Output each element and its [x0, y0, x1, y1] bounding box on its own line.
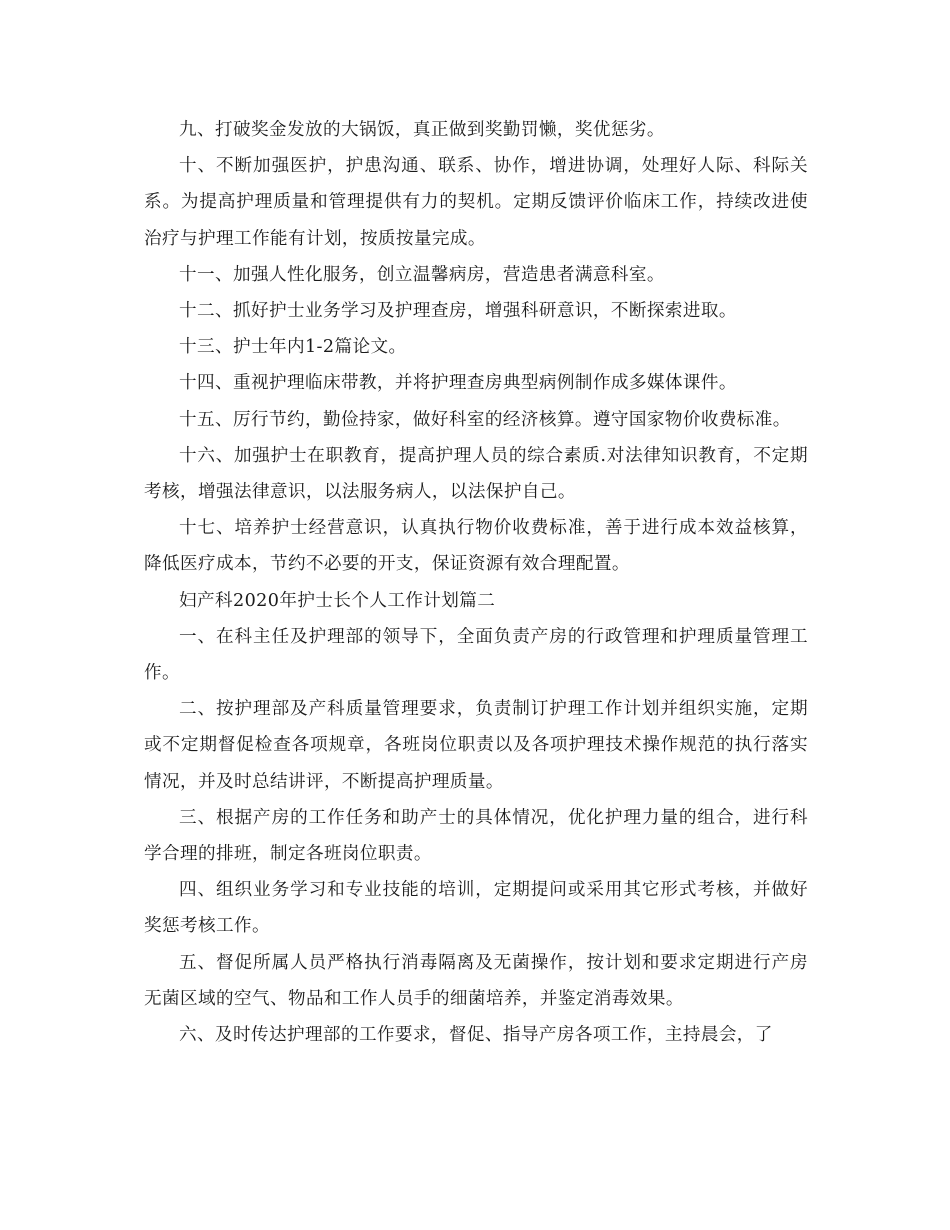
paragraph-11: 十一、加强人性化服务，创立温馨病房，营造患者满意科室。 — [179, 264, 665, 285]
document-body — [144, 112, 808, 1053]
section-heading: 妇产科2020年护士长个人工作计划篇二 — [179, 590, 496, 611]
paragraph-2: 二、按护理部及产科质量管理要求，负责制订护理工作计划并组织实施，定期或不定期督促检查各项规章，各班岗位职责以及各项护理技术操作规范的执行落实情况，并及时总结讲评，不断提高护理质量。 — [144, 699, 808, 792]
paragraph-9: 九、打破奖金发放的大锅饭，真正做到奖勤罚懒，奖优惩劣。 — [179, 120, 665, 140]
paragraph-15: 十五、厉行节约，勤俭持家，做好科室的经济核算。遵守国家物价收费标准。 — [179, 409, 791, 430]
paragraph-10: 十、不断加强医护，护患沟通、联系、协作，增进协调，处理好人际、科际关系。为提高护理质量和管理提供有力的契机。定期反馈评价临床工作，持续改进使治疗与护理工作能有计划，按质按量完成。 — [144, 156, 808, 249]
paragraph-5: 五、督促所属人员严格执行消毒隔离及无菌操作，按计划和要求定期进行产房无菌区域的空气、物品和工作人员手的细菌培养，并鉴定消毒效果。 — [144, 952, 808, 1009]
paragraph-12: 十二、抓好护士业务学习及护理查房，增强科研意识，不断探索进取。 — [179, 301, 737, 322]
paragraph-13: 十三、护士年内1-2篇论文。 — [179, 337, 407, 358]
paragraph-1: 一、在科主任及护理部的领导下，全面负责产房的行政管理和护理质量管理工作。 — [144, 626, 808, 684]
paragraph-17: 十七、培养护士经营意识，认真执行物价收费标准，善于进行成本效益核算，降低医疗成本，节约不必要的开支，保证资源有效合理配置。 — [144, 518, 808, 575]
paragraph-14: 十四、重视护理临床带教，并将护理查房典型病例制作成多媒体课件。 — [179, 373, 737, 394]
paragraph-3: 三、根据产房的工作任务和助产士的具体情况，优化护理力量的组合，进行科学合理的排班，制定各班岗位职责。 — [144, 807, 808, 865]
paragraph-4: 四、组织业务学习和专业技能的培训，定期提问或采用其它形式考核，并做好奖惩考核工作。 — [144, 880, 808, 937]
paragraph-16: 十六、加强护士在职教育，提高护理人员的综合素质.对法律知识教育，不定期考核，增强法律意识，以法服务病人，以法保护自己。 — [144, 445, 808, 503]
paragraph-6: 六、及时传达护理部的工作要求，督促、指导产房各项工作，主持晨会，了 — [179, 1025, 773, 1046]
